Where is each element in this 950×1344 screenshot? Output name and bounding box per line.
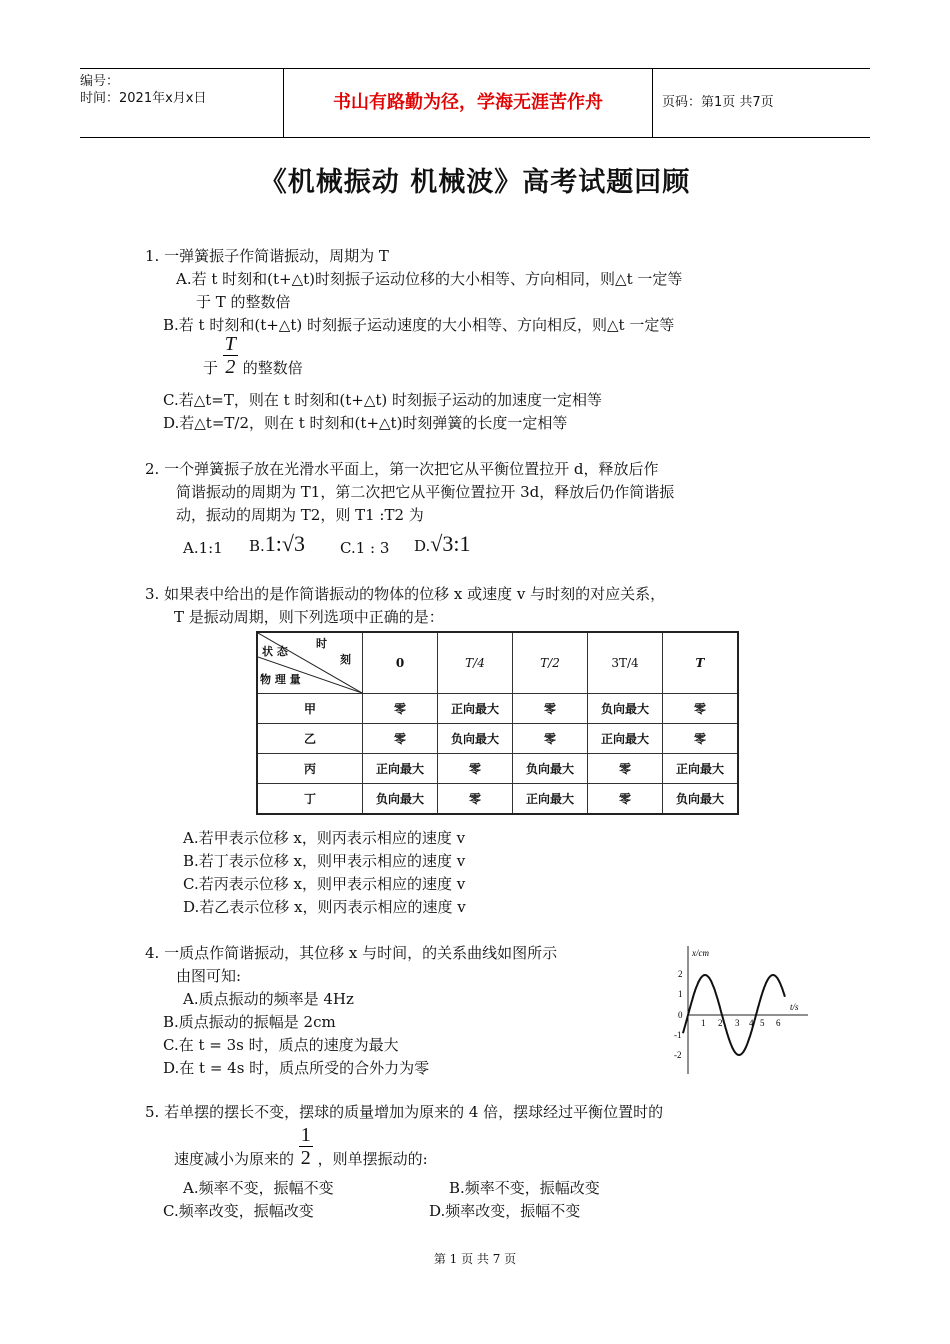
ytick-1: 1 <box>678 989 683 999</box>
q2-b-value: 1:√3 <box>264 531 305 556</box>
q2-line-1: 2. 一个弹簧振子放在光滑水平面上，第一次把它从平衡位置拉开 d，释放后作 <box>145 460 659 478</box>
graph-ylabel: x/cm <box>692 948 709 958</box>
table-cell: 零 <box>663 694 739 724</box>
table-cell: 正向最大 <box>363 754 438 784</box>
table-cell: 零 <box>513 694 588 724</box>
xtick-2: 2 <box>718 1018 723 1028</box>
q1-option-b: B.若 t 时刻和(t+△t) 时刻振子运动速度的大小相等、方向相反，则△t 一定等 <box>163 316 675 334</box>
table-cell: 正向最大 <box>663 754 739 784</box>
graph-xlabel: t/s <box>790 1002 799 1012</box>
q2-d-value: √3:1 <box>430 531 471 556</box>
q1-option-a: A.若 t 时刻和(t+△t)时刻振子运动位移的大小相等、方向相同，则△t 一定等 <box>176 270 683 288</box>
date-label: 时间：2021年x月x日 <box>80 91 207 106</box>
table-cell: 负向最大 <box>663 784 739 815</box>
q5-denominator: 2 <box>300 1147 311 1169</box>
q4-option-c: C.在 t = 3s 时，质点的速度为最大 <box>163 1036 399 1054</box>
table-cell: 零 <box>363 724 438 754</box>
q4-option-d: D.在 t = 4s 时，质点所受的合外力为零 <box>163 1059 430 1077</box>
q5-option-d: D.频率改变，振幅不变 <box>429 1202 581 1220</box>
table-row <box>257 754 738 784</box>
q2-option-d <box>414 530 470 560</box>
ytick-neg2: -2 <box>674 1050 682 1060</box>
q5-fraction <box>299 1124 313 1169</box>
q3-line-2: T 是振动周期，则下列选项中正确的是： <box>174 608 444 626</box>
corner-label-quantity: 物 理 量 <box>260 673 301 686</box>
row-name: 丁 <box>257 784 363 815</box>
q3-line-1: 3. 如果表中给出的是作简谐振动的物体的位移 x 或速度 v 与时刻的对应关系， <box>145 585 666 603</box>
q3-option-d: D.若乙表示位移 x，则丙表示相应的速度 v <box>183 898 466 916</box>
q5-line-1: 5. 若单摆的摆长不变，摆球的质量增加为原来的 4 倍，摆球经过平衡位置时的 <box>145 1103 664 1121</box>
q2-line-2: 简谐振动的周期为 T1，第二次把它从平衡位置拉开 3d，释放后仍作简谐振 <box>176 483 675 501</box>
q4-option-a: A.质点振动的频率是 4Hz <box>183 990 354 1008</box>
table-row <box>257 724 738 754</box>
table-cell: 负向最大 <box>438 724 513 754</box>
displacement-time-graph <box>672 944 812 1076</box>
table-row <box>257 784 738 815</box>
ytick-2: 2 <box>678 969 683 979</box>
header-bar <box>80 68 870 138</box>
page-footer: 第 1 页 共 7 页 <box>433 1252 517 1266</box>
q1-option-b-cont <box>203 333 303 378</box>
q2-b-label: B. <box>249 537 265 555</box>
row-name: 乙 <box>257 724 363 754</box>
col-header-2: T/2 <box>513 632 588 694</box>
corner-label-time: 时 <box>316 637 327 650</box>
q5-prefix: 速度减小为原来的 <box>174 1150 295 1168</box>
state-table-corner <box>257 632 363 694</box>
q5-option-c: C.频率改变，振幅改变 <box>163 1202 314 1220</box>
q2-option-a: A.1:1 <box>183 539 223 557</box>
xtick-6: 6 <box>776 1018 781 1028</box>
header-motto: 书山有路勤为径，学海无涯苦作舟 <box>283 69 653 137</box>
state-table <box>256 631 739 815</box>
table-row <box>257 694 738 724</box>
q1-option-a-cont: 于 T 的整数倍 <box>196 293 291 311</box>
state-table-header-row <box>257 632 738 694</box>
row-name: 丙 <box>257 754 363 784</box>
row-name: 甲 <box>257 694 363 724</box>
q1-b-suffix: 的整数倍 <box>242 359 303 377</box>
table-cell: 零 <box>438 784 513 815</box>
q5-suffix: ，则单摆振动的: <box>317 1150 428 1168</box>
xtick-1: 1 <box>701 1018 706 1028</box>
table-cell: 零 <box>438 754 513 784</box>
q5-line-2 <box>174 1124 428 1169</box>
q5-option-a: A.频率不变，振幅不变 <box>183 1179 334 1197</box>
q1-b-fraction <box>223 333 238 378</box>
q4-option-b: B.质点振动的振幅是 2cm <box>163 1013 336 1031</box>
table-cell: 零 <box>663 724 739 754</box>
corner-label-moment: 刻 <box>340 653 351 666</box>
col-header-4: T <box>663 632 739 694</box>
q3-option-b: B.若丁表示位移 x，则甲表示相应的速度 v <box>183 852 466 870</box>
q1-stem: 1. 一弹簧振子作简谐振动，周期为 T <box>145 247 389 265</box>
q4-line-2: 由图可知: <box>176 967 242 985</box>
q5-numerator: 1 <box>300 1124 311 1146</box>
header-left <box>80 69 280 141</box>
table-cell: 正向最大 <box>513 784 588 815</box>
table-cell: 零 <box>588 754 663 784</box>
q3-option-a: A.若甲表示位移 x，则丙表示相应的速度 v <box>183 829 466 847</box>
q1-option-c: C.若△t=T，则在 t 时刻和(t+△t) 时刻振子运动的加速度一定相等 <box>163 391 603 409</box>
xtick-5: 5 <box>760 1018 765 1028</box>
q2-line-3: 动，振动的周期为 T2，则 T1 :T2 为 <box>176 506 424 524</box>
q4-line-1: 4. 一质点作简谐振动，其位移 x 与时间，的关系曲线如图所示 <box>145 944 558 962</box>
page-title: 《机械振动 机械波》高考试题回顾 <box>259 167 691 198</box>
table-cell: 零 <box>363 694 438 724</box>
xtick-3: 3 <box>735 1018 740 1028</box>
q2-option-c: C.1 : 3 <box>340 539 390 557</box>
q2-d-label: D. <box>414 537 431 555</box>
col-header-0: 0 <box>363 632 438 694</box>
table-cell: 正向最大 <box>588 724 663 754</box>
q1-b-numerator: T <box>224 333 236 355</box>
header-page-info: 页码：第1页 共7页 <box>662 95 774 110</box>
ytick-0: 0 <box>678 1010 683 1020</box>
xtick-4: 4 <box>749 1018 754 1028</box>
table-cell: 负向最大 <box>363 784 438 815</box>
col-header-1: T/4 <box>438 632 513 694</box>
table-cell: 零 <box>513 724 588 754</box>
q1-b-denominator: 2 <box>225 356 236 378</box>
table-cell: 负向最大 <box>588 694 663 724</box>
table-cell: 正向最大 <box>438 694 513 724</box>
table-cell: 负向最大 <box>513 754 588 784</box>
ytick-neg1: -1 <box>674 1030 682 1040</box>
q1-option-d: D.若△t=T/2，则在 t 时刻和(t+△t)时刻弹簧的长度一定相等 <box>163 414 568 432</box>
q1-b-prefix: 于 <box>203 359 219 377</box>
q5-option-b: B.频率不变，振幅改变 <box>449 1179 600 1197</box>
col-header-3: 3T/4 <box>588 632 663 694</box>
corner-label-state: 状 态 <box>262 645 288 658</box>
q3-option-c: C.若丙表示位移 x，则甲表示相应的速度 v <box>183 875 466 893</box>
table-cell: 零 <box>588 784 663 815</box>
code-label: 编号： <box>80 74 120 89</box>
q2-option-b <box>249 530 305 560</box>
